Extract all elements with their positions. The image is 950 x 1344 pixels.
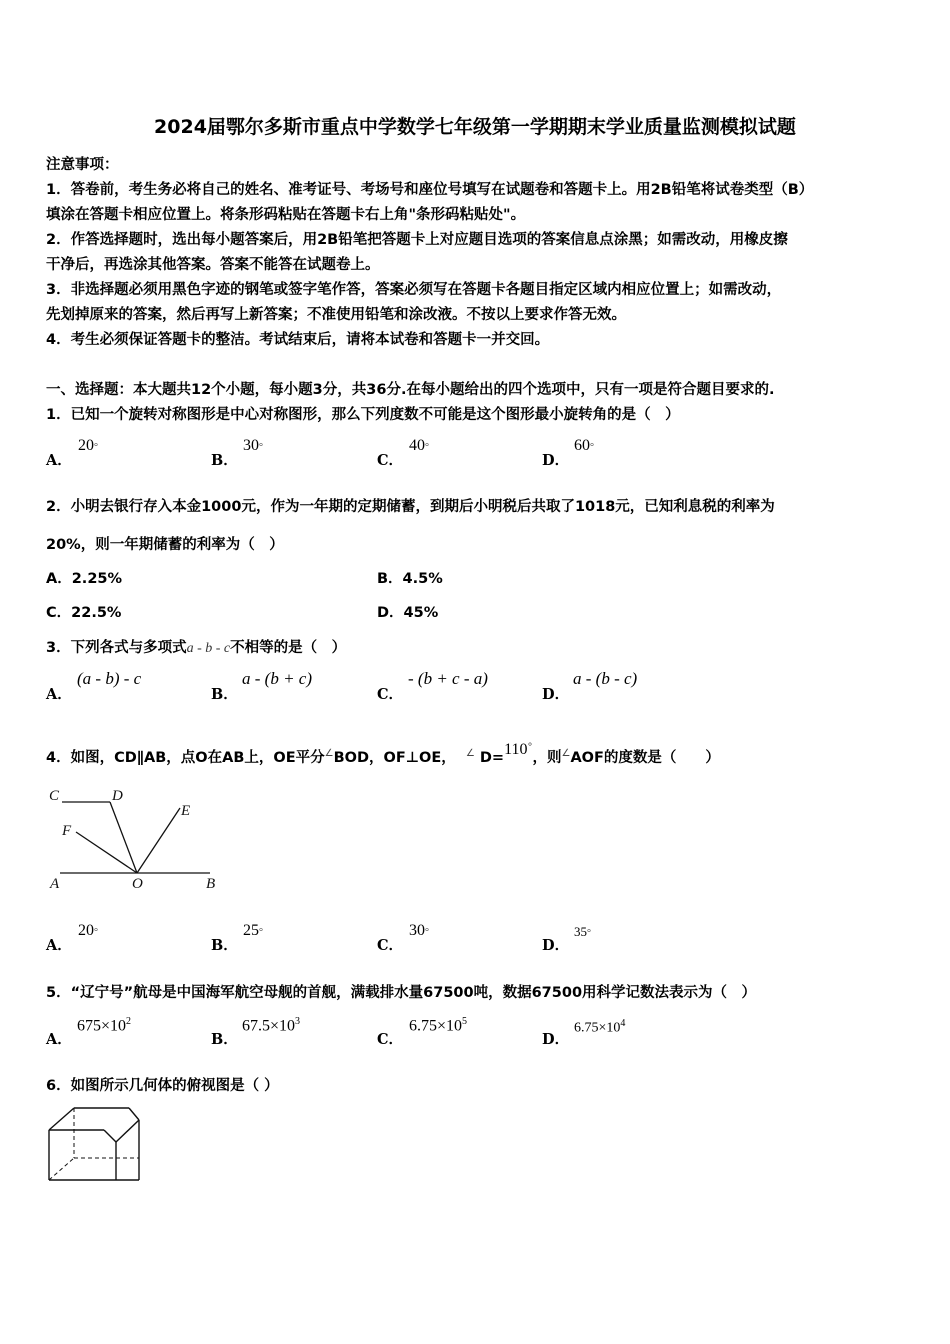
option-value: 30° bbox=[409, 922, 429, 939]
option-value: $6.75\times 10^4$ bbox=[574, 1018, 626, 1036]
option-value: $67.5\times 10^3$ bbox=[242, 1016, 301, 1035]
label-o: O bbox=[132, 876, 143, 892]
degree-icon: ° bbox=[259, 927, 263, 938]
option-value: 35° bbox=[574, 924, 591, 939]
question-3-stem: 3．下列各式与多项式a - b - c不相等的是（ ） bbox=[46, 640, 347, 656]
exam-title: 2024届鄂尔多斯市重点中学数学七年级第一学期期末学业质量监测模拟试题 bbox=[154, 116, 796, 138]
label-c: C bbox=[49, 788, 60, 804]
polynomial-expr: a - b - c bbox=[186, 641, 231, 656]
question-5-stem: 5．“辽宁号”航母是中国海军航空母舰的首舰，满载排水量67500吨，数据67500用科学记数法表示为（ ） bbox=[46, 985, 757, 1001]
option-label: B． bbox=[211, 452, 238, 469]
question-6-stem: 6．如图所示几何体的俯视图是（ ） bbox=[46, 1078, 279, 1094]
label-b: B bbox=[206, 876, 216, 892]
notice-line: 3．非选择题必须用黑色字迹的钢笔或签字笔作答，答案必须写在答题卡各题目指定区域内相应位置上；如需改动， bbox=[46, 282, 782, 298]
option-label: D． bbox=[542, 937, 570, 954]
label-a: A bbox=[50, 876, 60, 892]
section-heading: 一、选择题：本大题共12个小题，每小题3分，共36分.在每小题给出的四个选项中，只有一项是符合题目要求的. bbox=[46, 382, 775, 398]
angle-icon: ∠ bbox=[561, 748, 571, 759]
degree-icon: ° bbox=[94, 442, 98, 453]
option-label: A． bbox=[46, 686, 72, 703]
angle-icon: ∠ bbox=[324, 748, 334, 759]
label-d: D bbox=[112, 788, 123, 804]
option-value: $6.75\times 10^5$ bbox=[409, 1016, 468, 1035]
degree-icon: ° bbox=[425, 927, 429, 938]
ray-oe bbox=[137, 808, 180, 873]
geometry-figure bbox=[40, 780, 230, 895]
notice-heading: 注意事项： bbox=[46, 157, 119, 173]
option-label: B． bbox=[211, 1031, 238, 1048]
degree-icon: ° bbox=[527, 742, 533, 753]
option: D．45% bbox=[377, 605, 439, 621]
option-value: 30° bbox=[243, 437, 263, 454]
option: C．22.5% bbox=[46, 605, 122, 621]
option-value: 40° bbox=[409, 437, 429, 454]
option-label: A． bbox=[46, 1031, 72, 1048]
notice-line: 2．作答选择题时，选出每小题答案后，用2B铅笔把答题卡上对应题目选项的答案信息点涂黑；如需改动，用橡皮擦 bbox=[46, 232, 788, 248]
option: B．4.5% bbox=[377, 571, 443, 587]
option-value: $675\times 10^2$ bbox=[77, 1016, 132, 1035]
ray-of bbox=[76, 832, 137, 873]
option-label: B． bbox=[211, 686, 238, 703]
notice-line: 先划掉原来的答案，然后再写上新答案；不准使用铅笔和涂改液。不按以上要求作答无效。 bbox=[46, 307, 626, 323]
option-label: C． bbox=[377, 937, 404, 954]
option-value: 60° bbox=[574, 437, 594, 454]
degree-icon: ° bbox=[590, 442, 594, 453]
angle-icon: ∠ bbox=[465, 748, 475, 759]
option-value: 20° bbox=[78, 922, 98, 939]
notice-line: 干净后，再选涂其他答案。答案不能答在试题卷上。 bbox=[46, 257, 380, 273]
notice-line: 1．答卷前，考生务必将自己的姓名、准考证号、考场号和座位号填写在试题卷和答题卡上。用2B铅笔将试卷类型（B） bbox=[46, 182, 814, 198]
option: A．2.25% bbox=[46, 571, 123, 587]
question-2-stem: 20%，则一年期储蓄的利率为（ ） bbox=[46, 537, 284, 553]
degree-icon: ° bbox=[259, 442, 263, 453]
option-label: C． bbox=[377, 686, 404, 703]
solid-figure bbox=[44, 1100, 144, 1185]
option-value: 20° bbox=[78, 437, 98, 454]
option-label: C． bbox=[377, 1031, 404, 1048]
label-f: F bbox=[62, 823, 72, 839]
option-value: a - (b + c) bbox=[242, 669, 313, 688]
degree-icon: ° bbox=[587, 928, 591, 939]
option-label: D． bbox=[542, 1031, 570, 1048]
ray-od bbox=[110, 802, 137, 873]
option-value: - (b + c - a) bbox=[408, 669, 488, 688]
degree-icon: ° bbox=[425, 442, 429, 453]
option-value: 25° bbox=[243, 922, 263, 939]
label-e: E bbox=[181, 803, 191, 819]
option-value: (a - b) - c bbox=[77, 669, 142, 688]
notice-line: 填涂在答题卡相应位置上。将条形码粘贴在答题卡右上角"条形码粘贴处"。 bbox=[46, 207, 526, 223]
option-label: A． bbox=[46, 452, 72, 469]
option-label: D． bbox=[542, 452, 570, 469]
question-1-stem: 1．已知一个旋转对称图形是中心对称图形，那么下列度数不可能是这个图形最小旋转角的是（ ） bbox=[46, 407, 680, 423]
notice-line: 4．考生必须保证答题卡的整洁。考试结束后，请将本试卷和答题卡一并交回。 bbox=[46, 332, 550, 348]
question-2-stem: 2．小明去银行存入本金1000元，作为一年期的定期储蓄，到期后小明税后共取了1018元，已知利息税的利率为 bbox=[46, 499, 775, 515]
option-value: a - (b - c) bbox=[573, 669, 638, 688]
option-label: B． bbox=[211, 937, 238, 954]
option-label: D． bbox=[542, 686, 570, 703]
degree-icon: ° bbox=[94, 927, 98, 938]
option-label: A． bbox=[46, 937, 72, 954]
question-4-stem: 4．如图，CD∥AB，点O在AB上，OE平分∠BOD，OF⊥OE， ∠ D=110°，则∠AOF的度数是（ ） bbox=[46, 741, 720, 766]
option-label: C． bbox=[377, 452, 404, 469]
